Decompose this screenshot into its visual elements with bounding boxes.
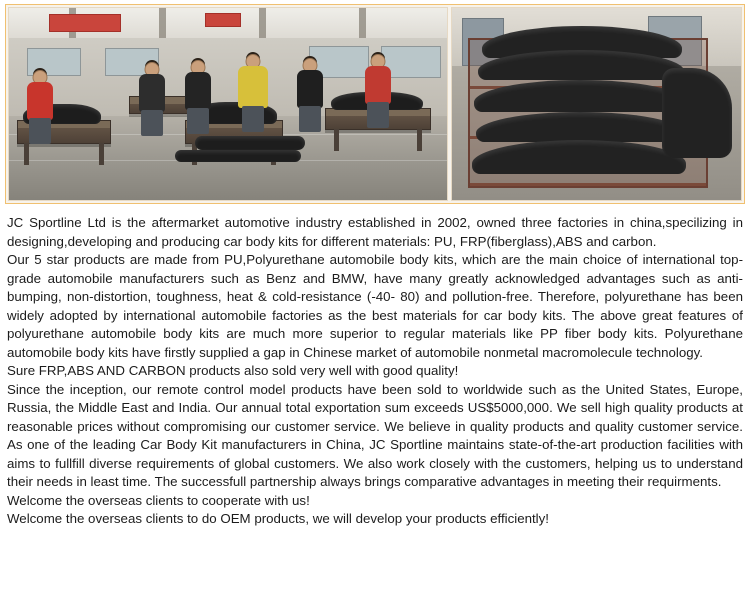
bumper [662,68,732,158]
paragraph-products: Our 5 star products are made from PU,Polyurethane automobile body kits, which are the main choice of international top-grade automobile manufacturers such as Benz and BMW, have many greatly acknowledged advantages such as anti-bumping, non-distortion, toughness, heat & cold-resistance (-40- 80) and pollution-free. Therefore, polyurethane has been widely adopted by international automobile factories as the best materials for car body kits. The above great features of polyurethane automobile body kits are much more superior to regular materials like PP fiber body kits. Polyurethane automobile body kits have firstly supplied a gap in Chinese market of automobile nonmetal macromolecule technology. [7,252,743,360]
worker [361,52,395,146]
worker [23,68,57,158]
company-profile-text [0,204,750,529]
wall-sign [205,13,241,27]
paragraph-intro: JC Sportline Ltd is the aftermarket automotive industry established in 2002, owned three factories in china,specilizing in designing,developing and producing car body kits for different materials: PU, FRP(fiberglass),ABS and carbon. [7,215,743,249]
storage-scene [452,8,741,200]
paragraph-welcome-oem: Welcome the overseas clients to do OEM products, we will develop your products efficiently! [7,511,549,526]
image-banner [5,4,745,204]
worker [181,58,215,154]
worker [135,60,169,156]
bumper-storage-rack-photo [451,7,742,201]
page-root [0,4,750,598]
factory-workshop-photo [8,7,448,201]
worker [293,56,327,152]
paragraph-frp-abs-carbon: Sure FRP,ABS AND CARBON products also sold very well with good quality! [7,363,459,378]
paragraph-exports: Since the inception, our remote control model products have been sold to worldwide such as the United States, Europe, Russia, the Middle East and India. Our annual total exportation sum exceeds US$5000,000. We sell high quality products at reasonable prices without compromising our customer service. We believe in quality products and quality customer service. As one of the leading Car Body Kit manufacturers in China, JC Sportline maintains state-of-the-art production facilities with aims to fullfill diverse requirements of global customers. We also work closely with the customers, helping us to understand their needs in least time. The successfull partnership always brings comparative advantages in meeting their requirments. [7,381,743,489]
wall-banner [49,14,121,32]
worker [235,52,271,152]
paragraph-welcome-cooperate: Welcome the overseas clients to cooperate with us! [7,492,310,508]
workshop-scene [9,8,447,200]
